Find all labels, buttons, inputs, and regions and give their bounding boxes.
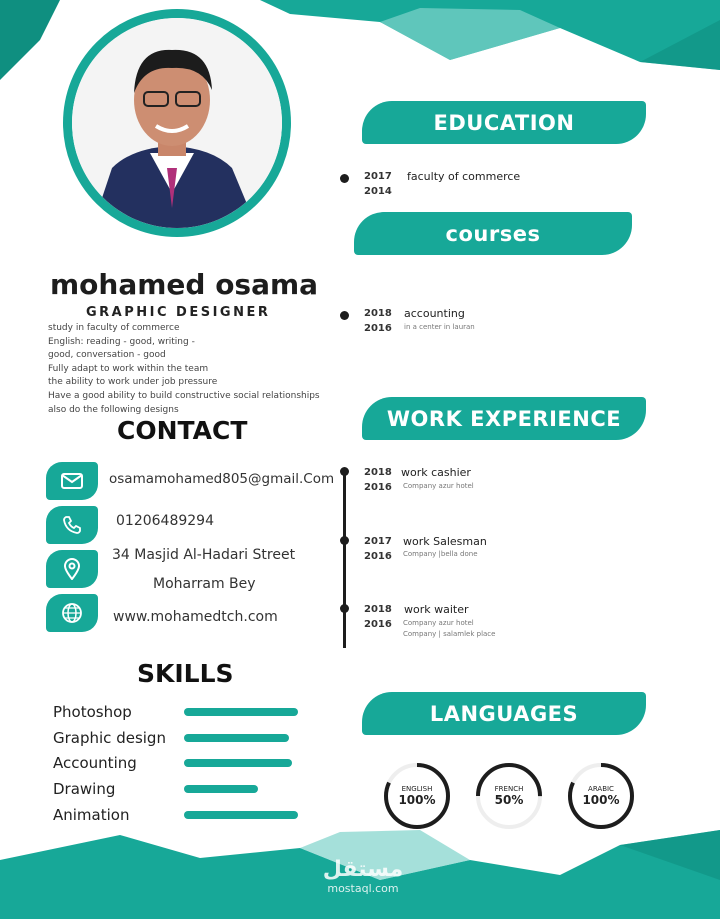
- watermark-latin: mostaql.com: [327, 882, 399, 895]
- language-name: ENGLISH: [401, 785, 433, 793]
- watermark: [318, 858, 408, 895]
- year-start: 2016: [364, 323, 392, 334]
- profile-photo: [63, 9, 291, 237]
- entry-title: work cashier: [401, 466, 471, 479]
- year-start: 2016: [364, 551, 392, 562]
- timeline-dot: [340, 311, 349, 320]
- language-ring: [566, 761, 636, 831]
- skill-bar: [184, 708, 298, 716]
- contact-address-line2: Moharram Bey: [153, 576, 256, 592]
- skill-bar-track: [184, 811, 298, 819]
- year-start: 2016: [364, 482, 392, 493]
- year-end: 2017: [364, 171, 392, 182]
- email-icon: [46, 462, 98, 500]
- language-percent: 100%: [582, 793, 620, 807]
- entry-title: accounting: [404, 307, 465, 320]
- year-end: 2018: [364, 308, 392, 319]
- languages-banner: LANGUAGES: [362, 692, 646, 735]
- about-line: English: reading - good, writing -: [48, 336, 195, 347]
- year-end: 2017: [364, 536, 392, 547]
- language-name: FRENCH: [494, 785, 524, 793]
- entry-years: [364, 602, 392, 632]
- person-avatar-icon: [72, 18, 282, 228]
- entry-detail: in a center in lauran: [404, 323, 475, 331]
- skill-name: Accounting: [53, 754, 137, 772]
- year-start: 2014: [364, 186, 392, 197]
- language-percent: 50%: [494, 793, 524, 807]
- entry-detail: Company azur hotel: [403, 619, 474, 627]
- timeline-dot: [340, 467, 349, 476]
- contact-phone[interactable]: 01206489294: [116, 513, 214, 529]
- about-text: [48, 322, 328, 417]
- location-pin-icon: [46, 550, 98, 588]
- language-ring: [474, 761, 544, 831]
- skills-title: SKILLS: [137, 659, 234, 688]
- year-end: 2018: [364, 604, 392, 615]
- candidate-role: GRAPHIC DESIGNER: [86, 305, 271, 320]
- work-experience-banner: WORK EXPERIENCE: [362, 397, 646, 440]
- skill-name: Graphic design: [53, 729, 166, 747]
- about-line: also do the following designs: [48, 404, 179, 415]
- contact-title: CONTACT: [117, 416, 248, 445]
- contact-email[interactable]: osamamohamed805@gmail.Com: [109, 471, 335, 487]
- skill-bar-track: [184, 759, 298, 767]
- year-end: 2018: [364, 467, 392, 478]
- education-banner: EDUCATION: [362, 101, 646, 144]
- skill-name: Photoshop: [53, 703, 132, 721]
- courses-banner: courses: [354, 212, 632, 255]
- entry-detail: Company | salamlek place: [403, 630, 496, 638]
- entry-title: work Salesman: [403, 535, 487, 548]
- skill-bar: [184, 811, 298, 819]
- contact-website[interactable]: www.mohamedtch.com: [113, 609, 278, 625]
- contact-address-line1: 34 Masjid Al-Hadari Street: [112, 547, 296, 563]
- timeline-dot: [340, 604, 349, 613]
- timeline-dot: [340, 536, 349, 545]
- skill-bar: [184, 785, 258, 793]
- skill-bar-track: [184, 734, 298, 742]
- entry-years: [364, 465, 392, 495]
- about-line: the ability to work under job pressure: [48, 377, 218, 388]
- year-start: 2016: [364, 619, 392, 630]
- language-ring: [382, 761, 452, 831]
- skill-name: Drawing: [53, 780, 116, 798]
- timeline-dot: [340, 174, 349, 183]
- about-line: Have a good ability to build constructive social relationships: [48, 390, 320, 401]
- phone-icon: [46, 506, 98, 544]
- entry-detail: Company |bella done: [403, 550, 478, 558]
- skill-bar: [184, 759, 292, 767]
- skill-bar: [184, 734, 289, 742]
- about-line: Fully adapt to work within the team: [48, 363, 209, 374]
- timeline-line: [343, 472, 346, 648]
- entry-detail: Company azur hotel: [403, 482, 474, 490]
- language-percent: 100%: [398, 793, 436, 807]
- candidate-name: mohamed osama: [50, 268, 319, 301]
- globe-icon: [46, 594, 98, 632]
- entry-title: work waiter: [404, 603, 469, 616]
- language-name: ARABIC: [588, 785, 614, 793]
- entry-title: faculty of commerce: [407, 170, 521, 183]
- entry-years: [364, 534, 392, 564]
- about-line: study in faculty of commerce: [48, 323, 180, 333]
- skill-name: Animation: [53, 806, 130, 824]
- skill-bar-track: [184, 785, 298, 793]
- entry-years: [364, 306, 392, 336]
- about-line: good, conversation - good: [48, 350, 166, 361]
- entry-years: [364, 169, 392, 199]
- watermark-arabic: مستقل: [322, 857, 404, 882]
- skill-bar-track: [184, 708, 298, 716]
